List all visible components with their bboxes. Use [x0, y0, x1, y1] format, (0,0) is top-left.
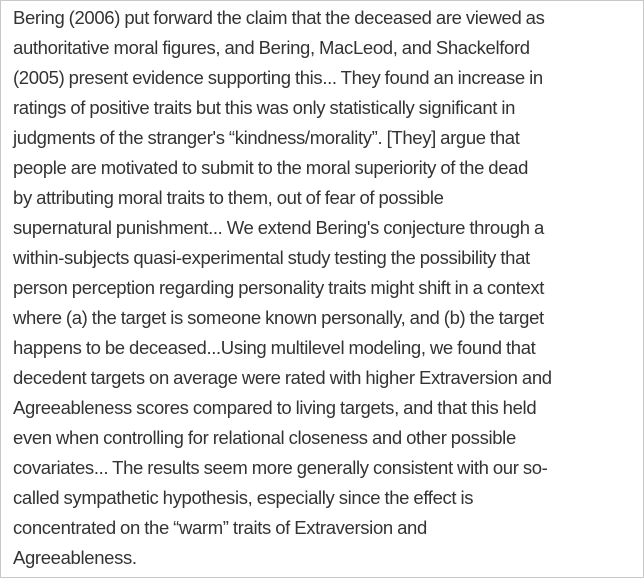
quote-line: within-subjects quasi-experimental study testing the possibility that [13, 247, 530, 268]
quote-line: happens to be deceased...Using multilevel modeling, we found that [13, 337, 536, 358]
quote-line: Agreeableness. [13, 547, 137, 568]
quote-line: covariates... The results seem more generally consistent with our so- [13, 457, 548, 478]
quote-line: called sympathetic hypothesis, especially since the effect is [13, 487, 474, 508]
quote-line: Bering (2006) put forward the claim that the deceased are viewed as [13, 7, 545, 28]
quote-line: concentrated on the “warm” traits of Extraversion and [13, 517, 427, 538]
quote-line: decedent targets on average were rated with higher Extraversion and [13, 367, 552, 388]
quote-line: people are motivated to submit to the moral superiority of the dead [13, 157, 529, 178]
quote-line: authoritative moral figures, and Bering, MacLeod, and Shackelford [13, 37, 530, 58]
quote-line: (2005) present evidence supporting this... They found an increase in [13, 67, 543, 88]
quote-line: Agreeableness scores compared to living targets, and that this held [13, 397, 537, 418]
quote-line: where (a) the target is someone known personally, and (b) the target [13, 307, 544, 328]
quote-line: even when controlling for relational closeness and other possible [13, 427, 516, 448]
quote-text [13, 3, 641, 573]
quote-line: person perception regarding personality traits might shift in a context [13, 277, 545, 298]
quote-line: ratings of positive traits but this was only statistically significant in [13, 97, 516, 118]
quote-line: judgments of the stranger's “kindness/morality”. [They] argue that [13, 127, 520, 148]
quote-line: by attributing moral traits to them, out of fear of possible [13, 187, 444, 208]
quote-line: supernatural punishment... We extend Bering's conjecture through a [13, 217, 544, 238]
